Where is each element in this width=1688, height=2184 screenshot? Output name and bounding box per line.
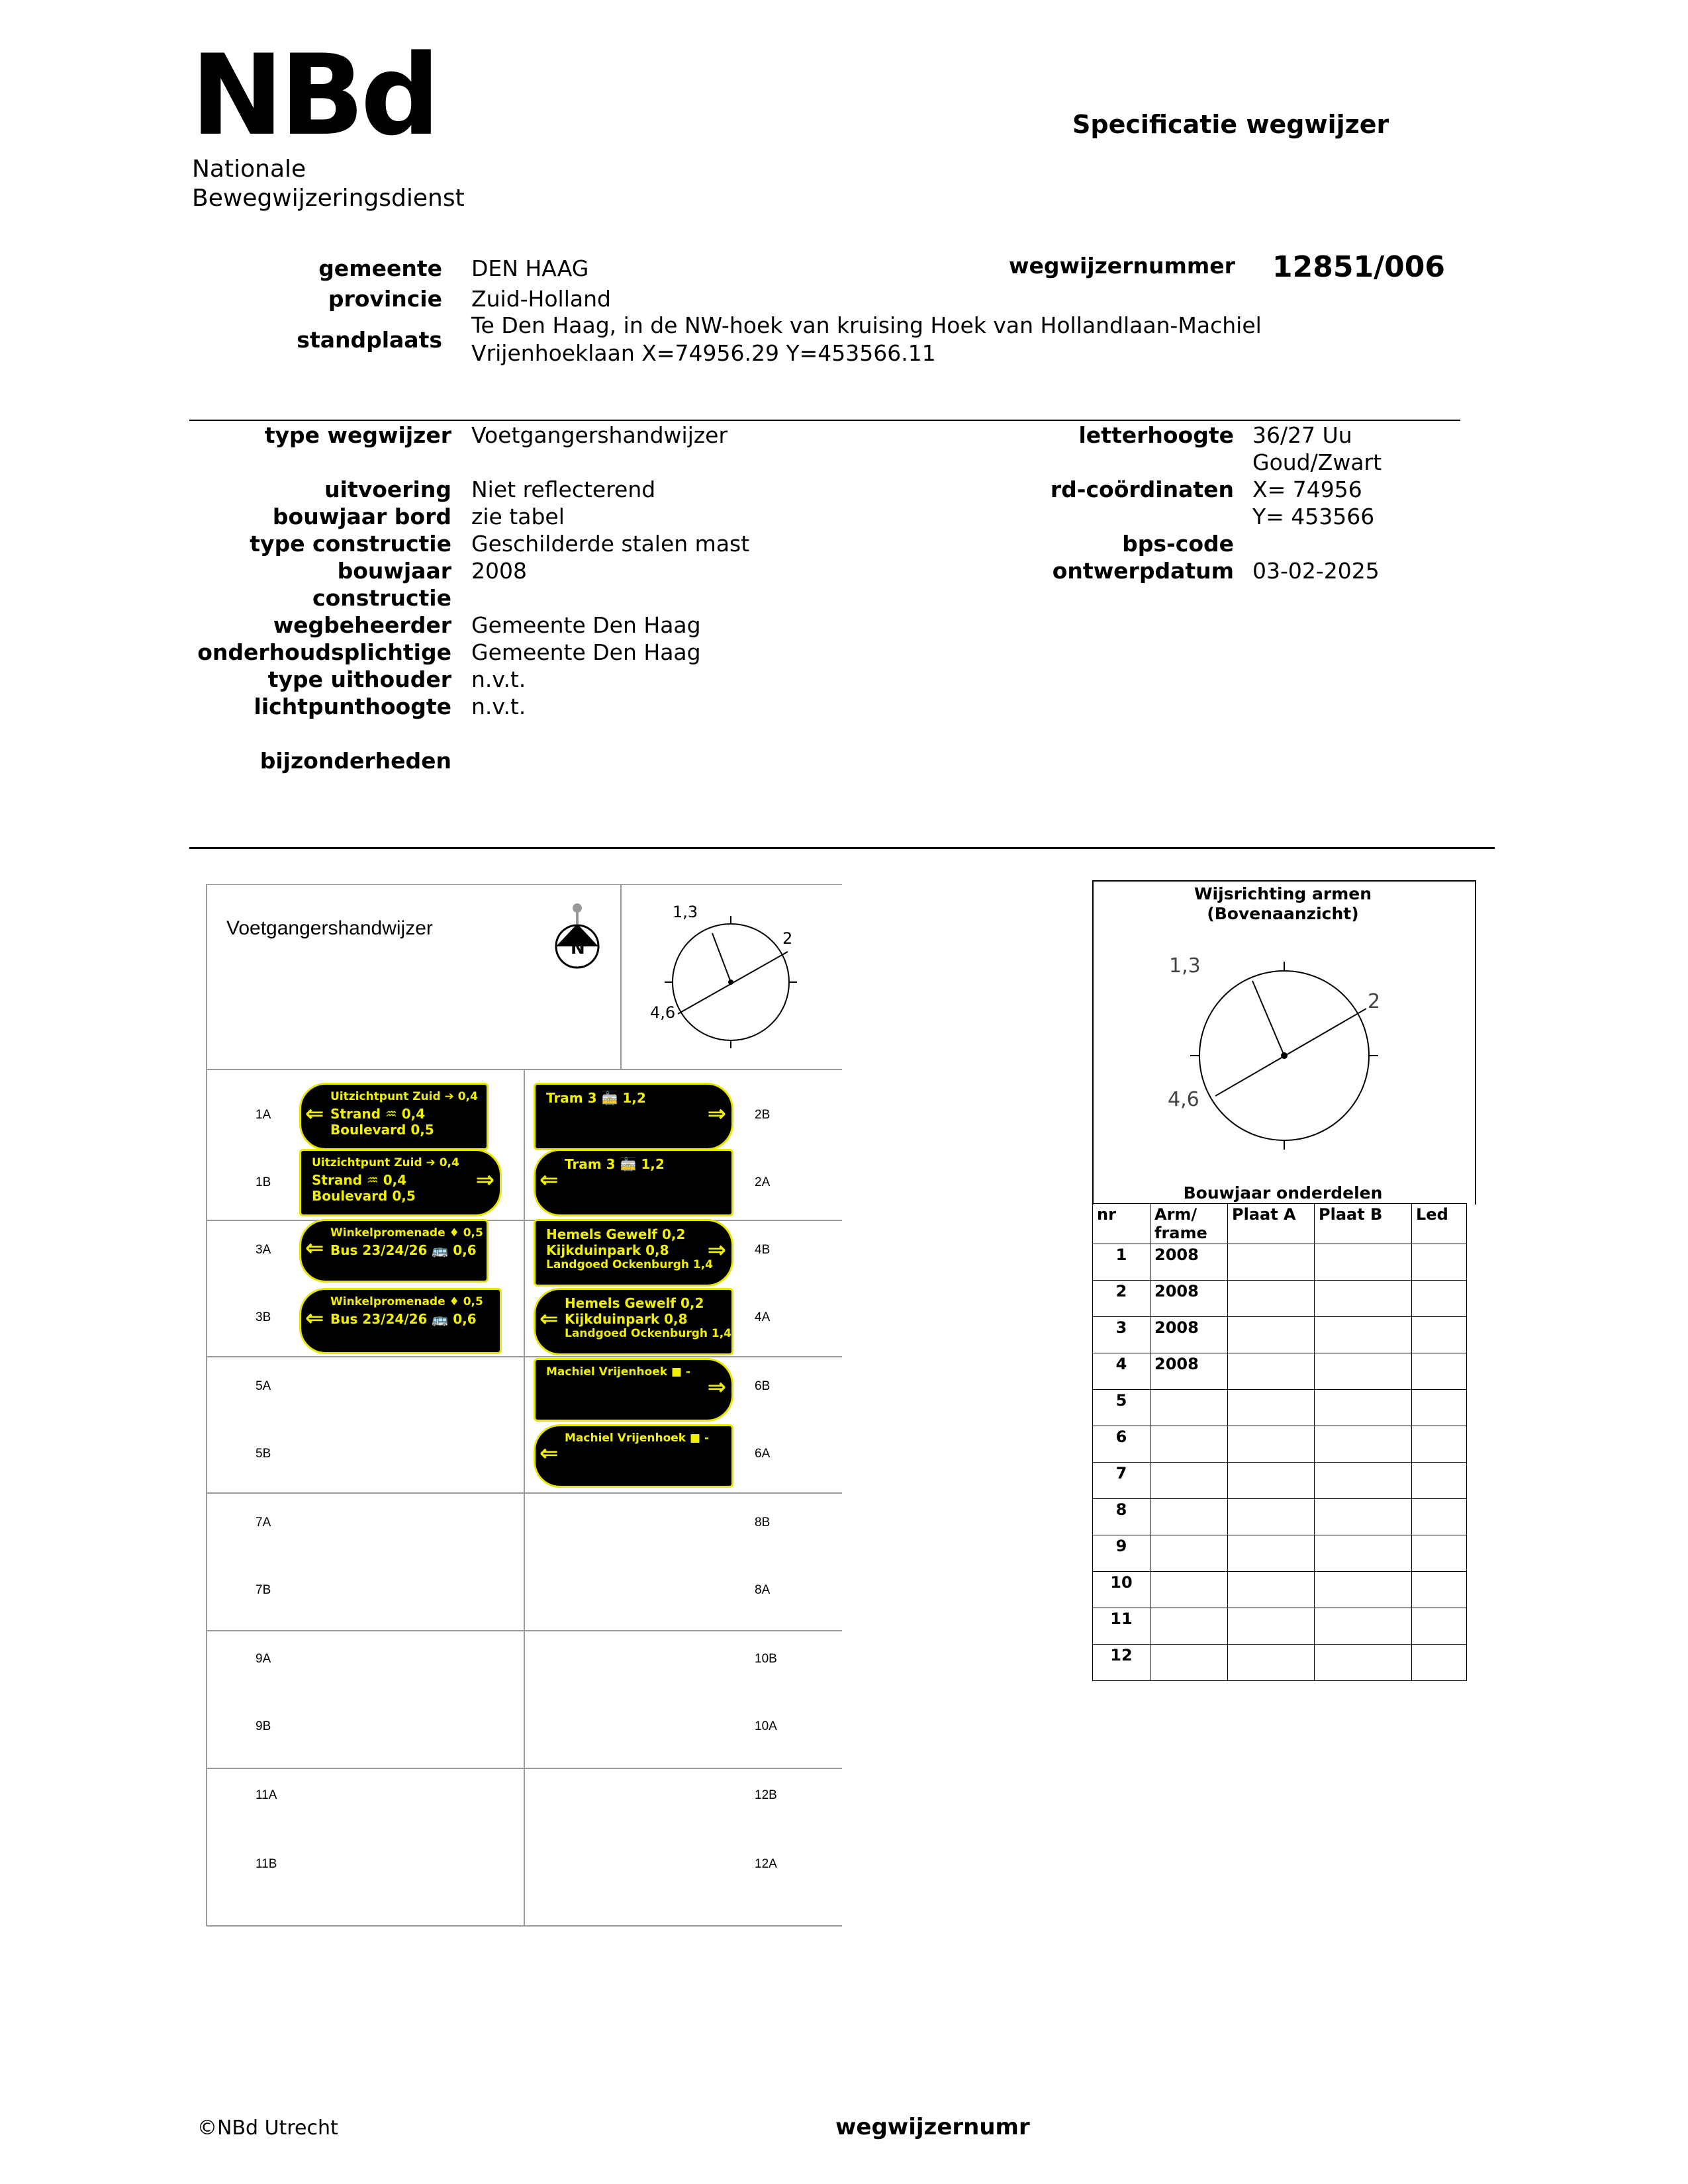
spec-label: type constructie	[250, 531, 451, 557]
spec-value: zie tabel	[471, 504, 565, 529]
table-cell	[1315, 1608, 1412, 1645]
spec-value: 2008	[471, 558, 527, 584]
table-cell	[1228, 1244, 1315, 1281]
table-row	[1093, 1572, 1467, 1608]
arrow-left-icon: ⇐	[539, 1167, 559, 1193]
sign-plate	[534, 1288, 733, 1355]
sign-drawing	[205, 884, 843, 1927]
sign-plate	[534, 1083, 733, 1150]
sign-line: Hemels Gewelf 0,2	[565, 1295, 704, 1311]
table-cell	[1315, 1353, 1412, 1390]
sign-line: Strand ♒ 0,4	[312, 1172, 407, 1188]
letterhoogte-value-1: 36/27 Uu	[1252, 422, 1352, 448]
sign-position-label: 8A	[755, 1583, 771, 1597]
spec-value: Geschilderde stalen mast	[471, 531, 750, 557]
spec-label: lichtpunthoogte	[254, 694, 451, 719]
sign-position-label: 12B	[755, 1788, 777, 1802]
table-cell	[1412, 1426, 1467, 1463]
table-cell	[1228, 1572, 1315, 1608]
sign-line: Landgoed Ockenburgh 1,4	[546, 1258, 714, 1271]
table-cell: 6	[1093, 1426, 1150, 1463]
table-cell: 2008	[1150, 1317, 1228, 1353]
table-cell	[1228, 1281, 1315, 1317]
rd-label: rd-coördinaten	[1050, 477, 1234, 502]
col-plaat-b: Plaat B	[1315, 1204, 1412, 1244]
divider-top	[189, 420, 1460, 421]
parts-table-title: Bouwjaar onderdelen	[1183, 1183, 1383, 1203]
table-cell	[1228, 1645, 1315, 1681]
sign-line: Bus 23/24/26 🚌 0,6	[330, 1311, 477, 1327]
footer-copyright: ©NBd Utrecht	[197, 2116, 338, 2140]
provincie-value: Zuid-Holland	[471, 286, 611, 312]
sign-position-label: 2B	[755, 1108, 771, 1122]
arrow-left-icon: ⇐	[305, 1101, 324, 1127]
standplaats-label: standplaats	[297, 327, 442, 353]
table-cell	[1412, 1281, 1467, 1317]
spec-label: constructie	[312, 585, 451, 611]
sign-line: Kijkduinpark 0,8	[546, 1242, 669, 1258]
table-cell	[1412, 1499, 1467, 1535]
sign-line: Tram 3 🚋 1,2	[546, 1090, 646, 1106]
sign-position-label: 11B	[256, 1857, 277, 1871]
footer-center: wegwijzernumr	[835, 2114, 1030, 2140]
table-cell	[1228, 1317, 1315, 1353]
table-row	[1093, 1535, 1467, 1572]
table-cell	[1150, 1572, 1228, 1608]
wijsrichting-subtitle: (Bovenaanzicht)	[1207, 904, 1359, 923]
arrow-right-icon: ⇒	[707, 1237, 726, 1263]
table-cell: 9	[1093, 1535, 1150, 1572]
compass-label-bottom: 4,6	[650, 1003, 676, 1022]
table-cell: 8	[1093, 1499, 1150, 1535]
table-cell	[1315, 1317, 1412, 1353]
table-cell	[1412, 1645, 1467, 1681]
sign-line: Boulevard 0,5	[312, 1188, 416, 1204]
table-cell	[1150, 1608, 1228, 1645]
dial-label-top: 1,3	[1169, 954, 1201, 978]
table-cell: 12	[1093, 1645, 1150, 1681]
col-arm: Arm/ frame	[1150, 1204, 1228, 1244]
table-cell	[1150, 1535, 1228, 1572]
parts-header-row	[1093, 1204, 1467, 1244]
table-cell	[1412, 1572, 1467, 1608]
table-cell	[1315, 1535, 1412, 1572]
document-title: Specificatie wegwijzer	[1072, 110, 1389, 139]
sign-position-label: 11A	[256, 1788, 277, 1802]
spec-value: Niet reflecterend	[471, 477, 656, 502]
table-cell	[1150, 1463, 1228, 1499]
rd-x: X= 74956	[1252, 477, 1362, 502]
rd-y: Y= 453566	[1252, 504, 1375, 529]
table-row	[1093, 1244, 1467, 1281]
spec-label: onderhoudsplichtige	[197, 639, 451, 665]
table-cell	[1412, 1608, 1467, 1645]
table-cell	[1228, 1353, 1315, 1390]
table-row	[1093, 1499, 1467, 1535]
divider-middle	[189, 847, 1495, 849]
sign-line: Machiel Vrijenhoek ■ -	[546, 1365, 691, 1379]
arrow-left-icon: ⇐	[305, 1235, 324, 1261]
dial-label-bottom: 4,6	[1168, 1088, 1199, 1111]
sign-plate	[299, 1219, 489, 1283]
sign-position-label: 6A	[755, 1447, 771, 1461]
sign-position-label: 8B	[755, 1516, 771, 1529]
table-cell: 7	[1093, 1463, 1150, 1499]
table-cell	[1412, 1463, 1467, 1499]
sign-line: Hemels Gewelf 0,2	[546, 1226, 686, 1242]
table-cell	[1150, 1390, 1228, 1426]
logo-subtitle-2: Bewegwijzeringsdienst	[192, 185, 465, 212]
parts-table	[1092, 1203, 1467, 1681]
sign-line: Bus 23/24/26 🚌 0,6	[330, 1242, 477, 1258]
spec-label: bouwjaar	[337, 558, 451, 584]
sign-position-label: 3A	[256, 1243, 271, 1257]
sign-plate	[299, 1149, 502, 1216]
dial-label-right: 2	[1368, 990, 1381, 1013]
sign-position-label: 4A	[755, 1310, 771, 1324]
table-cell	[1228, 1426, 1315, 1463]
letterhoogte-label: letterhoogte	[1078, 422, 1234, 448]
table-row	[1093, 1645, 1467, 1681]
table-row	[1093, 1281, 1467, 1317]
arrow-right-icon: ⇒	[475, 1167, 494, 1193]
wijsrichting-title: Wijsrichting armen	[1194, 884, 1372, 903]
col-led: Led	[1412, 1204, 1467, 1244]
table-cell	[1315, 1281, 1412, 1317]
sign-line: Winkelpromenade ♦ 0,5	[330, 1226, 483, 1240]
table-cell	[1315, 1463, 1412, 1499]
table-cell: 10	[1093, 1572, 1150, 1608]
ontwerpdatum-label: ontwerpdatum	[1052, 558, 1234, 584]
col-plaat-a: Plaat A	[1228, 1204, 1315, 1244]
sign-plate	[299, 1083, 489, 1150]
provincie-label: provincie	[328, 286, 442, 312]
wegwijzernummer-value: 12851/006	[1272, 250, 1445, 284]
sign-position-label: 7B	[256, 1583, 271, 1597]
arrow-right-icon: ⇒	[707, 1101, 726, 1127]
sign-position-label: 10A	[755, 1719, 777, 1733]
sign-position-label: 2A	[755, 1175, 771, 1189]
sign-plate	[299, 1288, 502, 1354]
arrow-left-icon: ⇐	[305, 1305, 324, 1332]
spec-value: n.v.t.	[471, 694, 526, 719]
sign-position-label: 1A	[256, 1108, 271, 1122]
sign-position-label: 5A	[256, 1379, 271, 1393]
table-cell: 3	[1093, 1317, 1150, 1353]
table-row	[1093, 1608, 1467, 1645]
table-cell: 2008	[1150, 1244, 1228, 1281]
sign-position-label: 5B	[256, 1447, 271, 1461]
sign-position-label: 10B	[755, 1652, 777, 1666]
sign-position-label: 6B	[755, 1379, 771, 1393]
spec-value: n.v.t.	[471, 666, 526, 692]
arrow-left-icon: ⇐	[539, 1306, 559, 1332]
table-cell: 2	[1093, 1281, 1150, 1317]
table-cell	[1228, 1535, 1315, 1572]
table-cell	[1315, 1645, 1412, 1681]
table-cell: 2008	[1150, 1281, 1228, 1317]
standplaats-line-2: Vrijenhoeklaan X=74956.29 Y=453566.11	[471, 340, 936, 366]
spec-label: bouwjaar bord	[272, 504, 451, 529]
table-row	[1093, 1463, 1467, 1499]
sign-line: Boulevard 0,5	[330, 1122, 434, 1138]
spec-value: Gemeente Den Haag	[471, 639, 701, 665]
sign-line: Kijkduinpark 0,8	[565, 1311, 688, 1327]
table-cell	[1150, 1426, 1228, 1463]
arrow-left-icon: ⇐	[539, 1440, 559, 1467]
table-cell	[1412, 1535, 1467, 1572]
logo-subtitle-1: Nationale	[192, 156, 306, 183]
sign-position-label: 9B	[256, 1719, 271, 1733]
table-cell: 11	[1093, 1608, 1150, 1645]
drawing-title: Voetgangershandwijzer	[226, 917, 433, 939]
col-nr: nr	[1093, 1204, 1150, 1244]
table-cell	[1315, 1499, 1412, 1535]
table-cell	[1228, 1608, 1315, 1645]
table-cell	[1315, 1426, 1412, 1463]
sign-position-label: 7A	[256, 1516, 271, 1529]
table-row	[1093, 1353, 1467, 1390]
table-cell	[1412, 1390, 1467, 1426]
table-cell: 1	[1093, 1244, 1150, 1281]
sign-position-label: 4B	[755, 1243, 771, 1257]
table-cell	[1150, 1499, 1228, 1535]
ontwerpdatum-value: 03-02-2025	[1252, 558, 1380, 584]
gemeente-label: gemeente	[318, 255, 442, 281]
spec-label: uitvoering	[324, 477, 451, 502]
arrow-right-icon: ⇒	[707, 1374, 726, 1400]
logo: NBd	[191, 30, 436, 160]
table-row	[1093, 1317, 1467, 1353]
sign-plate	[534, 1424, 733, 1488]
table-cell	[1315, 1390, 1412, 1426]
sign-plate	[534, 1149, 733, 1216]
spec-label: type wegwijzer	[264, 422, 451, 448]
sign-line: Landgoed Ockenburgh 1,4	[565, 1327, 732, 1340]
compass-label-top: 1,3	[673, 903, 698, 921]
table-cell: 5	[1093, 1390, 1150, 1426]
sign-line: Winkelpromenade ♦ 0,5	[330, 1295, 483, 1308]
spec-label: wegbeheerder	[273, 612, 451, 638]
sign-line: Machiel Vrijenhoek ■ -	[565, 1432, 710, 1445]
sign-line: Uitzichtpunt Zuid ➔ 0,4	[330, 1090, 478, 1103]
sign-line: Uitzichtpunt Zuid ➔ 0,4	[312, 1156, 459, 1169]
bps-label: bps-code	[1122, 531, 1234, 557]
table-cell	[1228, 1463, 1315, 1499]
sign-line: Strand ♒ 0,4	[330, 1106, 426, 1122]
table-cell	[1412, 1244, 1467, 1281]
letterhoogte-value-2: Goud/Zwart	[1252, 449, 1382, 475]
table-cell	[1150, 1645, 1228, 1681]
sign-line: Tram 3 🚋 1,2	[565, 1156, 665, 1172]
sign-position-label: 12A	[755, 1857, 777, 1871]
spec-value: Voetgangershandwijzer	[471, 422, 728, 448]
table-cell	[1412, 1317, 1467, 1353]
wegwijzernummer-label: wegwijzernummer	[1009, 253, 1235, 279]
table-row	[1093, 1426, 1467, 1463]
table-row	[1093, 1390, 1467, 1426]
table-cell	[1228, 1499, 1315, 1535]
spec-label: bijzonderheden	[259, 748, 451, 774]
sign-position-label: 9A	[256, 1652, 271, 1666]
direction-dial-icon	[1178, 953, 1390, 1158]
table-cell	[1315, 1572, 1412, 1608]
table-cell	[1315, 1244, 1412, 1281]
table-cell: 4	[1093, 1353, 1150, 1390]
table-cell	[1412, 1353, 1467, 1390]
spec-label: type uithouder	[267, 666, 451, 692]
spec-value: Gemeente Den Haag	[471, 612, 701, 638]
sign-plate	[534, 1219, 733, 1287]
table-cell: 2008	[1150, 1353, 1228, 1390]
north-label: N	[571, 938, 585, 958]
sign-position-label: 3B	[256, 1310, 271, 1324]
compass-label-right: 2	[782, 929, 793, 948]
standplaats-line-1: Te Den Haag, in de NW-hoek van kruising Hoek van Hollandlaan-Machiel	[471, 312, 1262, 338]
sign-position-label: 1B	[256, 1175, 271, 1189]
table-cell	[1228, 1390, 1315, 1426]
gemeente-value: DEN HAAG	[471, 255, 589, 281]
sign-plate	[534, 1358, 733, 1422]
